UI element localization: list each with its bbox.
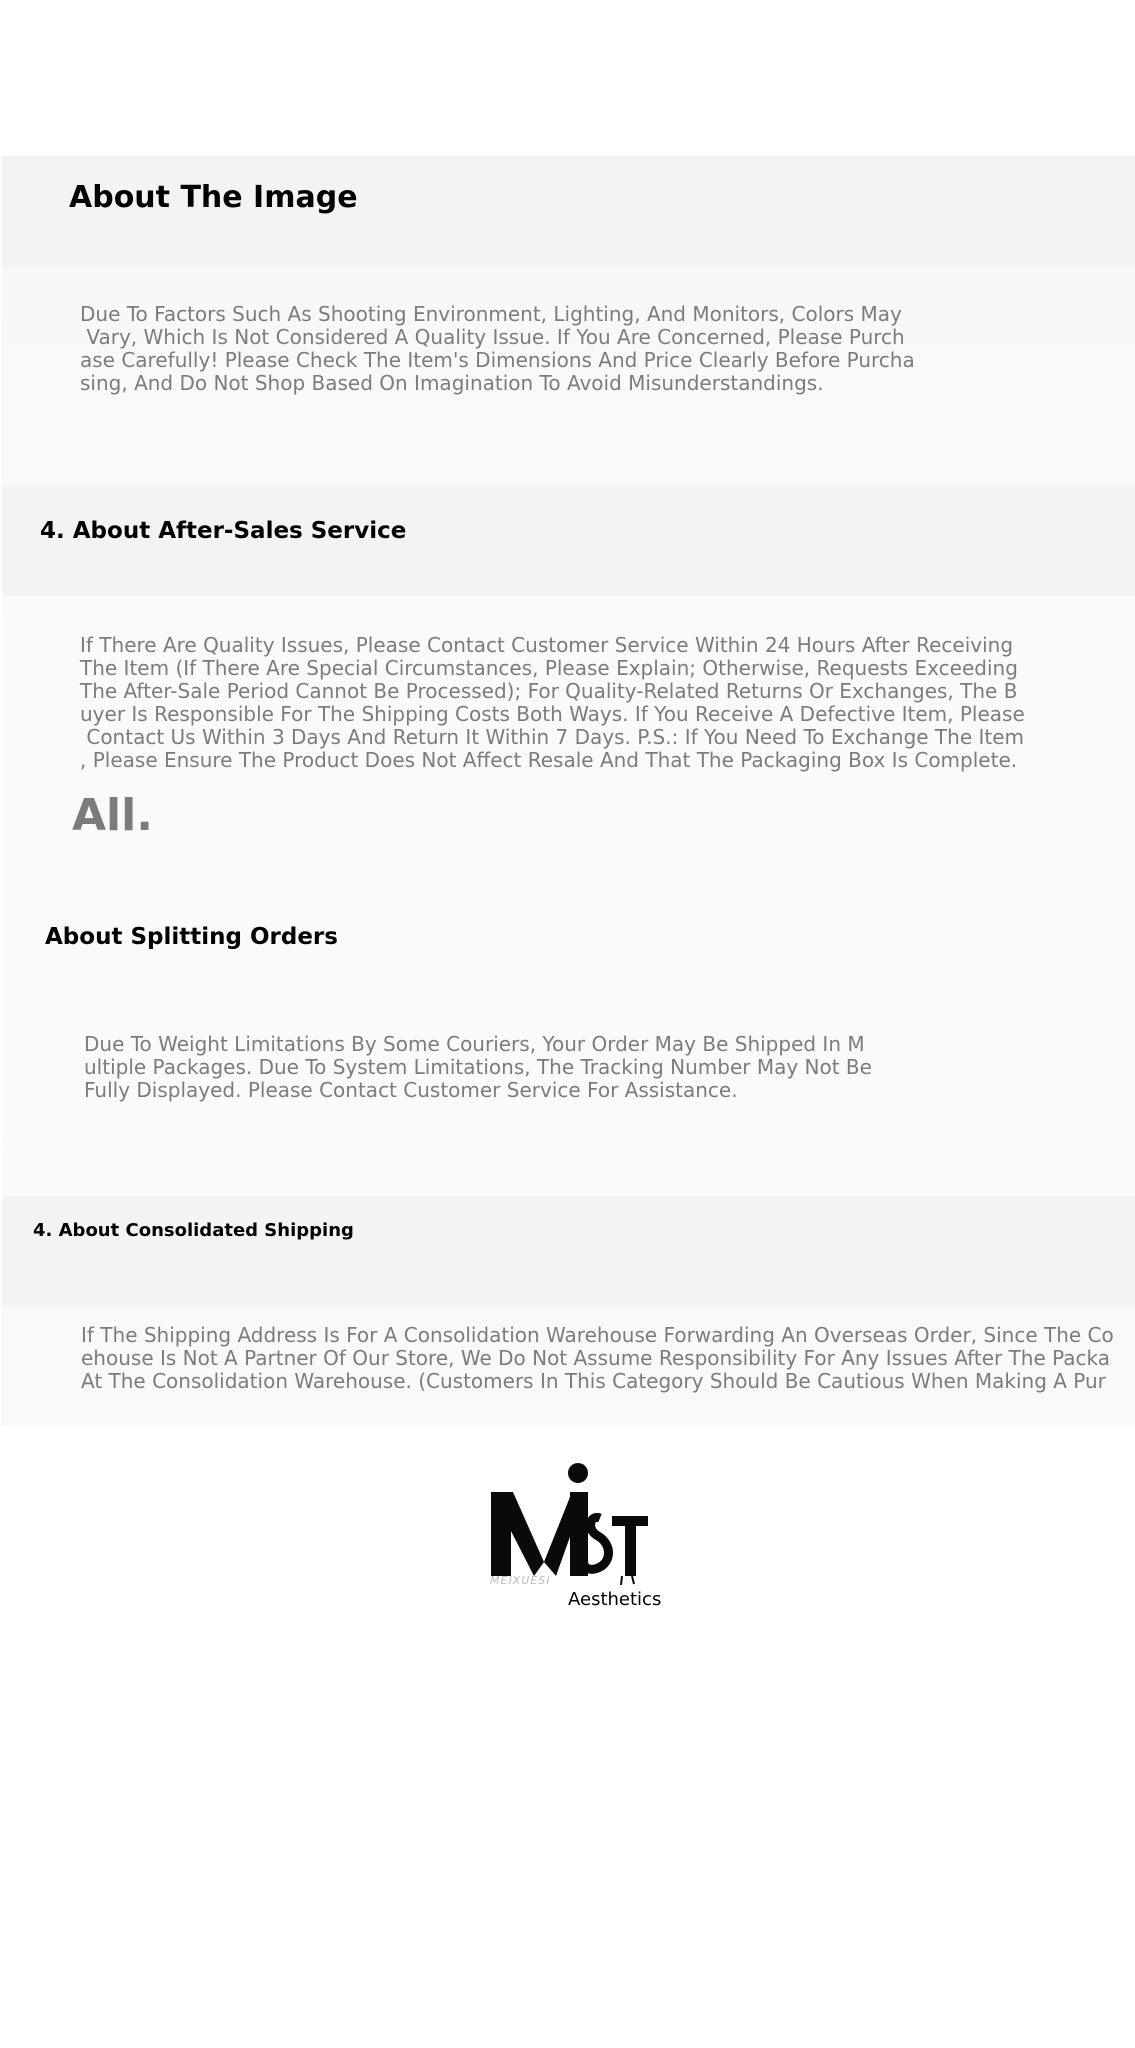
consolidated-title-band (2, 1196, 1135, 1306)
section-title-consolidated: 4. About Consolidated Shipping (33, 1220, 354, 1241)
section-title-after-sales: 4. About After-Sales Service (40, 518, 407, 544)
brand-tagline: Aesthetics (568, 1589, 662, 1610)
info-panel (2, 156, 1135, 1426)
section-body-image: Due To Factors Such As Shooting Environment, Lighting, And Monitors, Colors May Vary, Which Is Not Considered A Quality Issue. If You Are Concerned, Please Purch ase Carefully! Please Check The Item's Dimensions And Price Clearly Before Purcha sing, And Do Not Shop Based On Imagination To Avoid Misunderstandings. (80, 302, 915, 395)
brand-logo (486, 1458, 686, 1618)
section-body-after-sales: If There Are Quality Issues, Please Contact Customer Service Within 24 Hours After Receiving The Item (If There Are Special Circumstances, Please Explain; Otherwise, Requests Exceeding The After-Sale Period Cannot Be Processed); For Quality-Related Returns Or Exchanges, The B uyer Is Responsible For The Shipping Costs Both Ways. If You Receive A Defective Item, Please Contact Us Within 3 Days And Return It Within 7 Days. P.S.: If You Need To Exchange The Item , Please Ensure The Product Does Not Affect Resale And That The Packaging Box Is Complete. (80, 633, 1025, 772)
section-body-splitting: Due To Weight Limitations By Some Couriers, Your Order May Be Shipped In M ultiple Packages. Due To System Limitations, The Tracking Number May Not Be Fully Displayed. Please Contact Customer Service For Assistance. (84, 1032, 872, 1102)
section-title-splitting: About Splitting Orders (45, 924, 338, 950)
brand-logo-subtext: MEIXUESI (490, 1574, 551, 1587)
all-emphasis-text: All. (72, 790, 153, 841)
section-body-consolidated: If The Shipping Address Is For A Consolidation Warehouse Forwarding An Overseas Order, Since The Co ehouse Is Not A Partner Of Our Store, We Do Not Assume Responsibility For Any Issues After The Packa At The Consolidation Warehouse. (Customers In This Category Should Be Cautious When Making A Pur (81, 1323, 1114, 1393)
brand-logo-mark-icon (486, 1458, 666, 1588)
section-title-image: About The Image (69, 180, 358, 215)
